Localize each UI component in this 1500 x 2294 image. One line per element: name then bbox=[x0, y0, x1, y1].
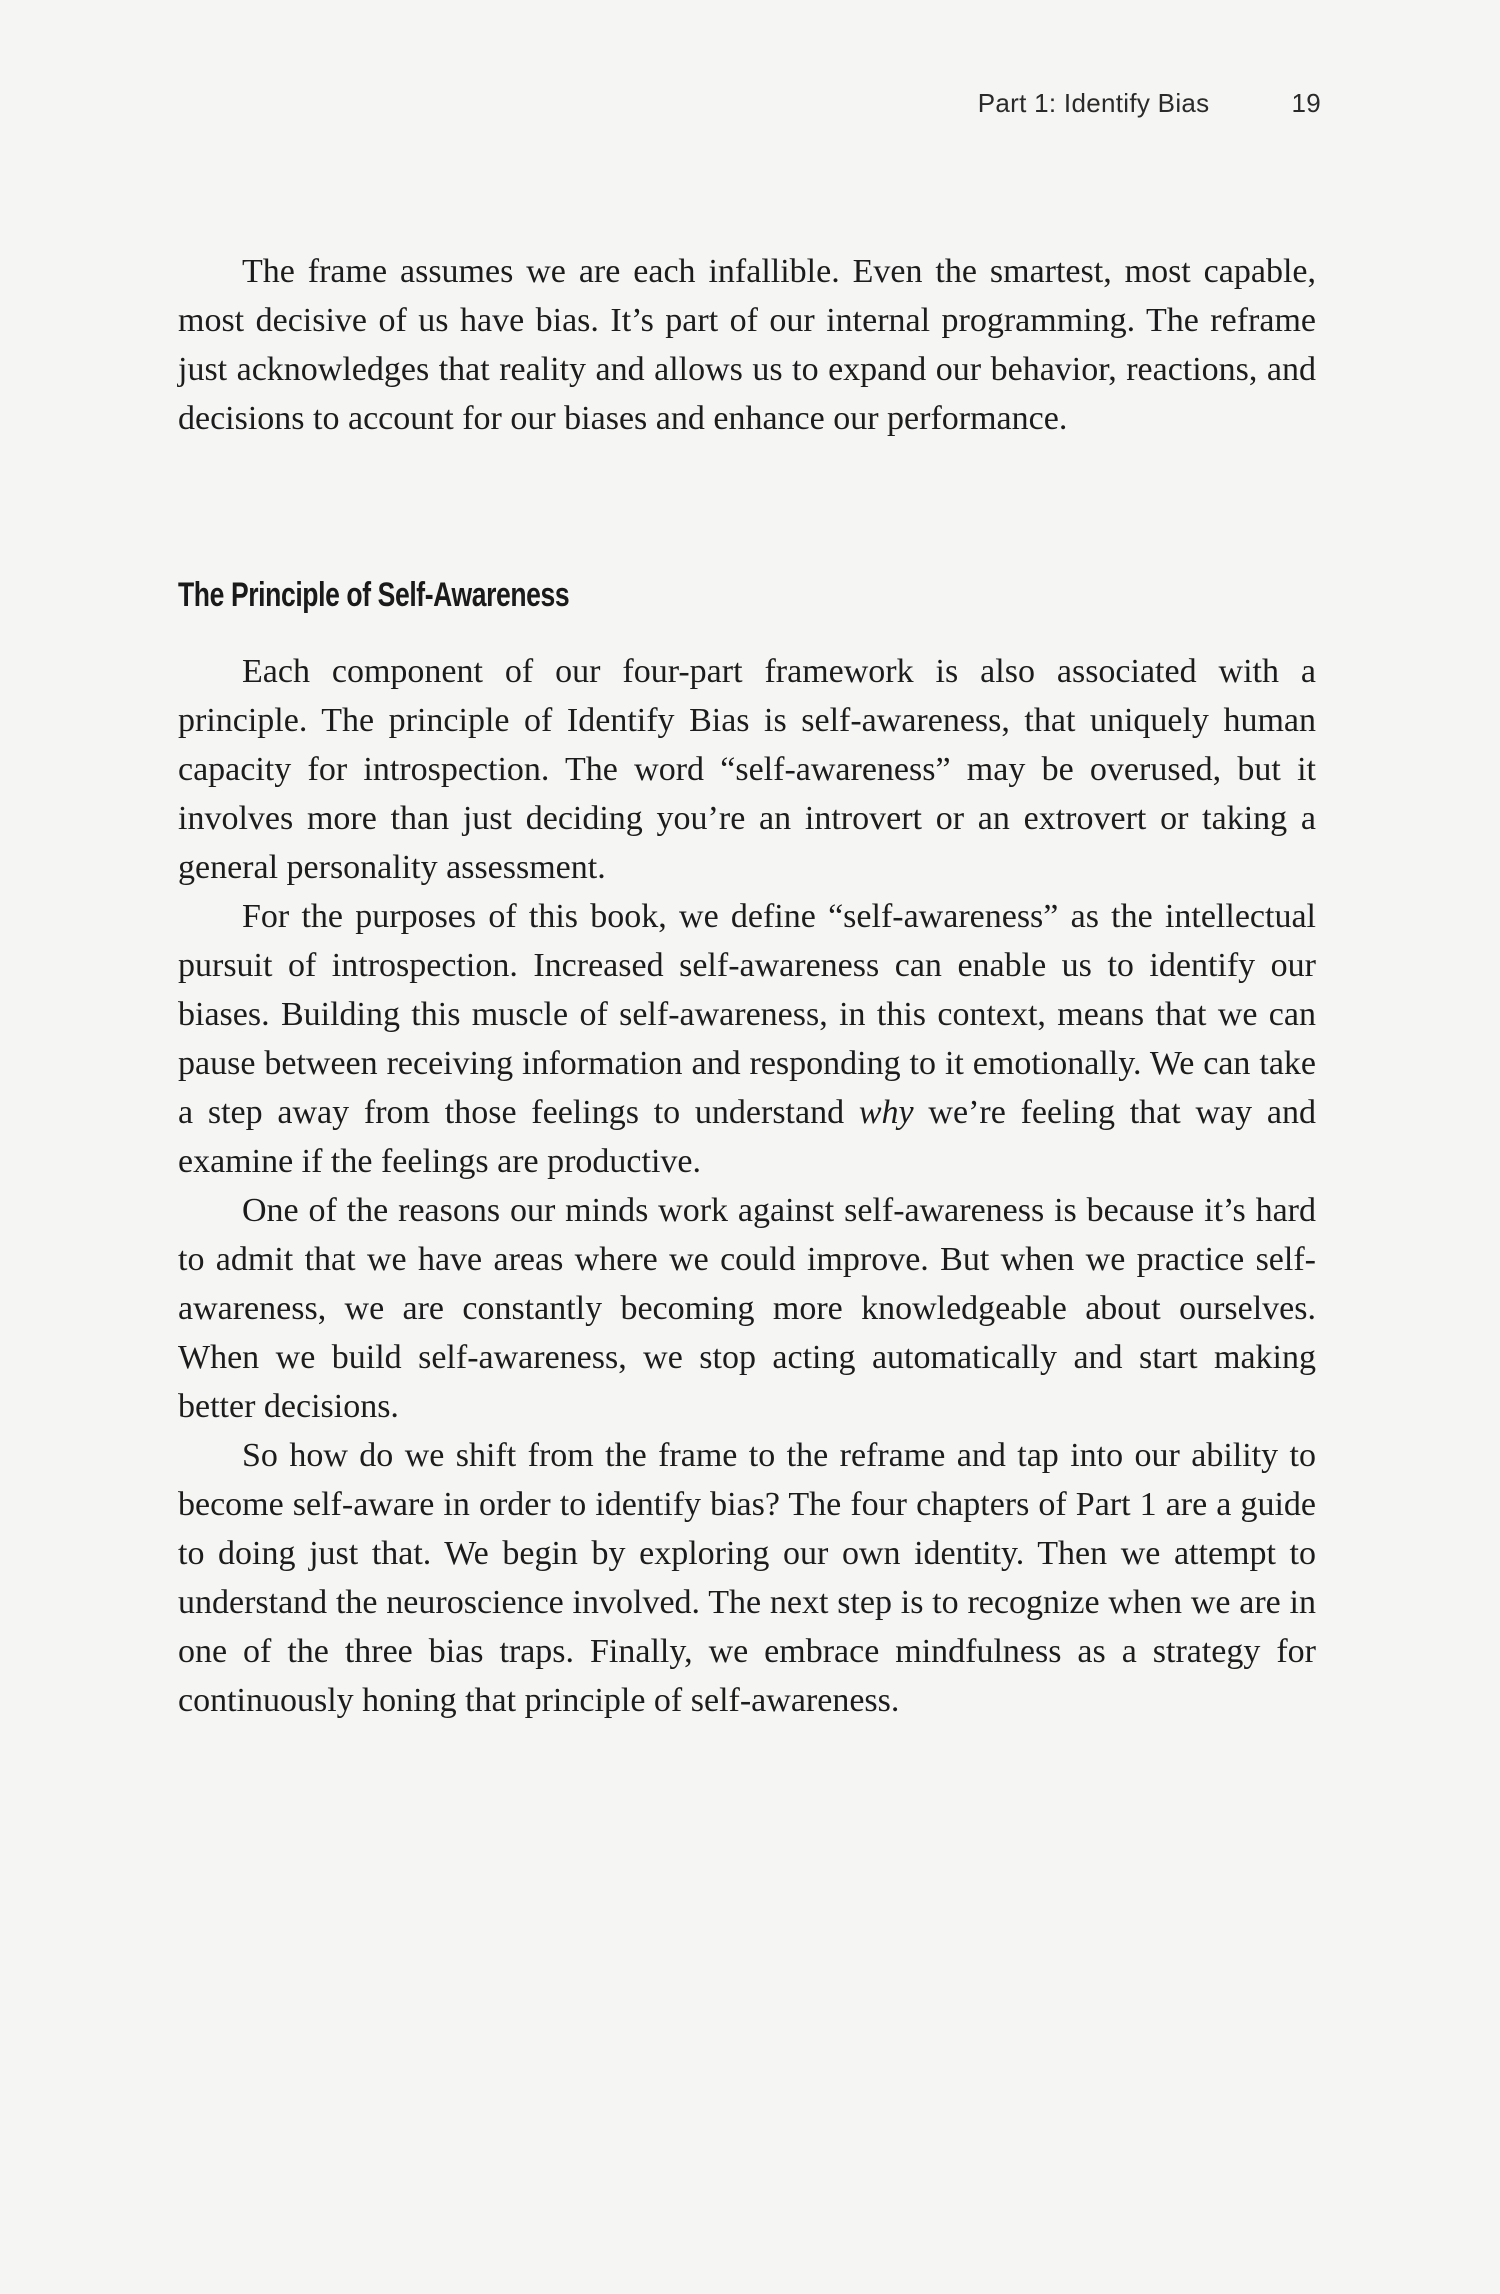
section-body bbox=[178, 647, 1316, 1725]
page-number: 19 bbox=[1291, 88, 1321, 118]
section-paragraph-1: Each component of our four-part framework is also associated with a principle. The principle of Identify Bias is self-awareness, that uniquely human capacity for introspection. The word “self-awareness” may be overused, but it involves more than just deciding you’re an introvert or an extrovert or taking a general personality assessment. bbox=[178, 653, 1316, 886]
paragraph-2-text-end: we’re feeling that way and examine if the feelings are productive. bbox=[178, 1094, 1316, 1180]
section-paragraph-4: So how do we shift from the frame to the reframe and tap into our ability to become self-aware in order to identify bias? The four chapters of Part 1 are a guide to doing just that. We begin by exploring our own identity. Then we attempt to understand the neuroscience involved. The next step is to recognize when we are in one of the three bias traps. Finally, we embrace mindfulness as a strategy for continuously honing that principle of self-awareness. bbox=[178, 1437, 1316, 1719]
opening-paragraph: The frame assumes we are each infallible. Even the smartest, most capable, most decisive of us have bias. It’s part of our internal programming. The reframe just acknowledges that reality and allows us to expand our behavior, reactions, and decisions to account for our biases and enhance our performance. bbox=[178, 253, 1316, 437]
section-paragraph-3: One of the reasons our minds work against self-awareness is because it’s hard to admit that we have areas where we could improve. But when we practice self-awareness, we are constantly becoming more knowledgeable about ourselves. When we build self-awareness, we stop acting automatically and start making better decisions. bbox=[178, 1192, 1316, 1425]
running-head-part-title: Part 1: Identify Bias bbox=[977, 88, 1210, 118]
emphasized-word: why bbox=[858, 1094, 914, 1131]
paragraph-2-text-start: For the purposes of this book, we define “self-awareness” as the intellectual pursuit of introspection. Increased self-awareness can enable us to identify our biases. Building this muscle of self-awareness, in this context, means that we can pause between receiving information and responding to it emotionally. We can take a step away from those feelings to understand bbox=[178, 898, 1316, 1131]
section-paragraph-2 bbox=[178, 892, 1316, 1186]
section-heading: The Principle of Self-Awareness bbox=[178, 576, 570, 614]
running-head bbox=[978, 88, 1321, 119]
